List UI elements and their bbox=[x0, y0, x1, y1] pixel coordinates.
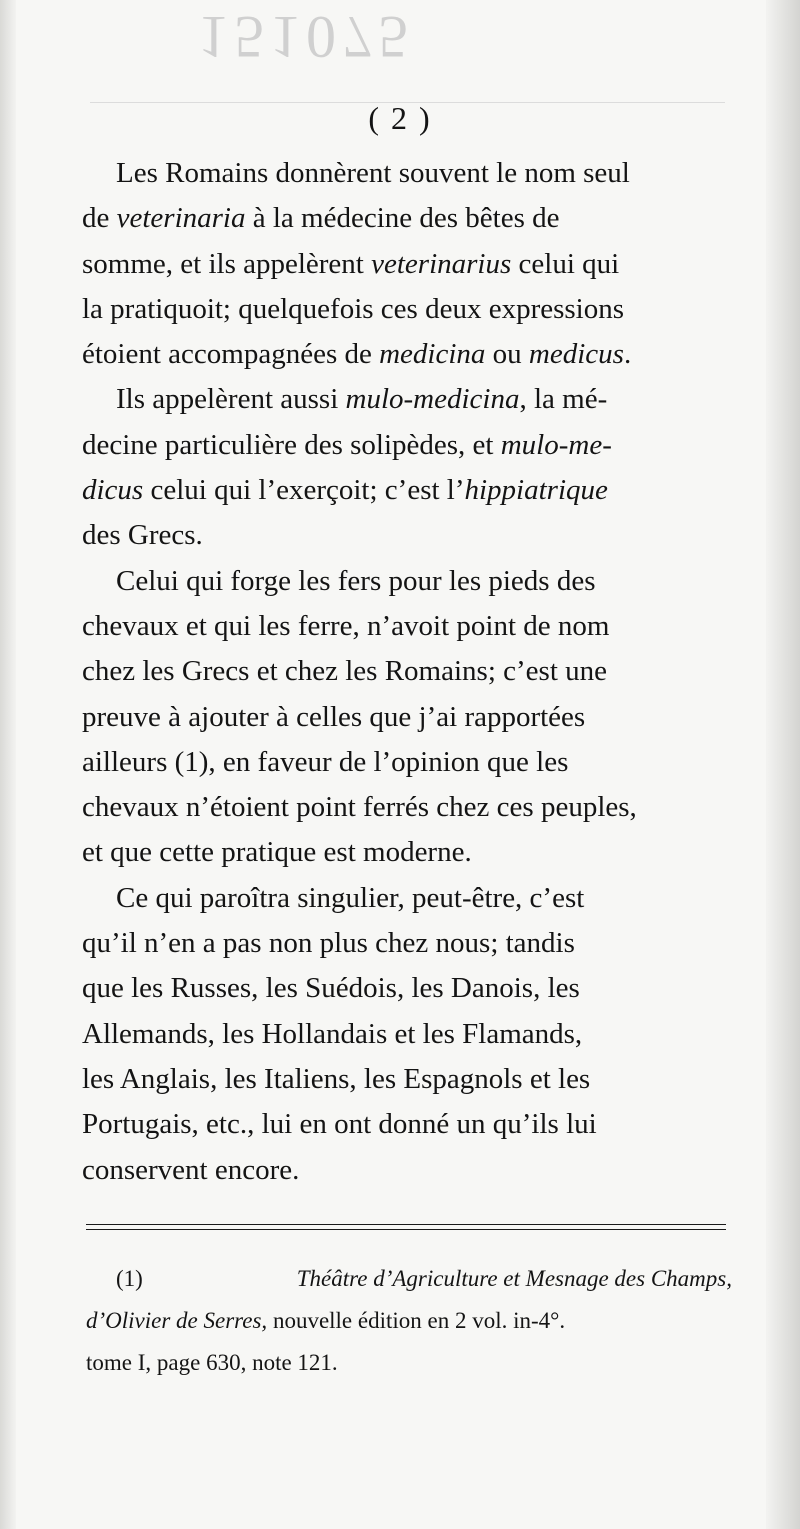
page-number: ( 2 ) bbox=[368, 100, 432, 136]
paragraph-1 bbox=[82, 151, 730, 377]
library-stamp: 151075 bbox=[198, 4, 414, 70]
footnote-marker: (1) bbox=[116, 1266, 143, 1291]
body-text bbox=[82, 151, 730, 1193]
text-line: Ils appelèrent aussi mulo-medicina, la mé- bbox=[116, 383, 608, 416]
text-line: et que cette pratique est moderne. bbox=[82, 836, 472, 869]
text-line: ailleurs (1), en faveur de l’opinion que les bbox=[82, 745, 569, 778]
text-line: chevaux n’étoient point ferrés chez ces peuples, bbox=[82, 791, 637, 824]
text-line: somme, et ils appelèrent veterinarius celui qui bbox=[82, 247, 620, 280]
text-line: decine particulière des solipèdes, et mulo-me- bbox=[82, 428, 612, 461]
page-left-edge bbox=[0, 0, 16, 1529]
text-line: qu’il n’en a pas non plus chez nous; tandis bbox=[82, 927, 575, 960]
text-line: de veterinaria à la médecine des bêtes de bbox=[82, 202, 560, 235]
page-right-edge bbox=[766, 0, 800, 1529]
text-line: Allemands, les Hollandais et les Flamands, bbox=[82, 1017, 583, 1050]
text-line: chevaux et qui les ferre, n’avoit point de nom bbox=[82, 609, 610, 642]
paragraph-4 bbox=[82, 876, 730, 1193]
text-line: la pratiquoit; quelquefois ces deux expressions bbox=[82, 292, 625, 325]
text-line: Ce qui paroîtra singulier, peut-être, c’est bbox=[116, 881, 585, 914]
text-line: Les Romains donnèrent souvent le nom seul bbox=[116, 157, 630, 189]
text-line: conservent encore. bbox=[82, 1153, 300, 1186]
text-line: les Anglais, les Italiens, les Espagnols et les bbox=[82, 1062, 591, 1095]
text-line: dicus celui qui l’exerçoit; c’est l’hippiatrique bbox=[82, 474, 608, 507]
text-line: étoient accompagnées de medicina ou medicus. bbox=[82, 338, 632, 371]
footnote-rule bbox=[86, 1224, 726, 1230]
text-line: preuve à ajouter à celles que j’ai rapportées bbox=[82, 700, 586, 733]
footnote-line: d’Olivier de Serres, nouvelle édition en 2 vol. in-4°. bbox=[86, 1308, 566, 1333]
footnote-line: (1) Théâtre d’Agriculture et Mesnage des Champs, bbox=[86, 1258, 732, 1300]
text-line: que les Russes, les Suédois, les Danois, les bbox=[82, 972, 580, 1005]
paragraph-3 bbox=[82, 559, 730, 876]
footnote bbox=[86, 1258, 732, 1384]
text-line: chez les Grecs et chez les Romains; c’est une bbox=[82, 655, 608, 688]
paragraph-2 bbox=[82, 377, 730, 558]
text-line: Celui qui forge les fers pour les pieds des bbox=[116, 564, 596, 597]
footnote-line: tome I, page 630, note 121. bbox=[86, 1350, 338, 1375]
text-line: Portugais, etc., lui en ont donné un qu’ils lui bbox=[82, 1108, 597, 1141]
text-line: des Grecs. bbox=[82, 519, 203, 552]
